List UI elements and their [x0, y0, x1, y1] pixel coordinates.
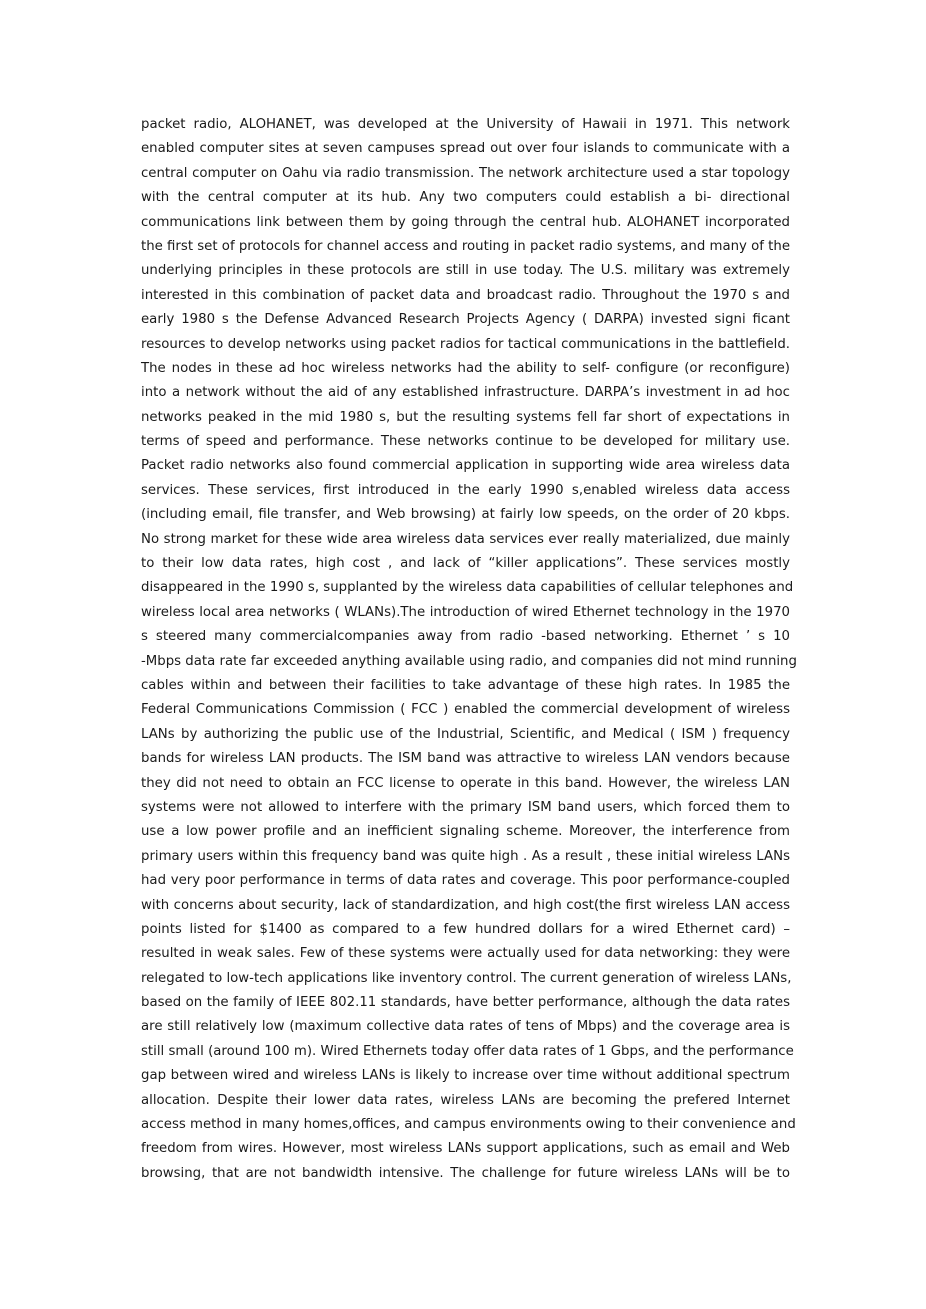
text-line: are still relatively low (maximum collective data rates of tens of Mbps) and the coverage area is — [141, 1019, 790, 1035]
text-line: communications link between them by going through the central hub. ALOHANET incorporated — [141, 214, 790, 230]
text-line: points listed for $1400 as compared to a few hundred dollars for a wired Ethernet card) – — [141, 921, 790, 937]
text-line: freedom from wires. However, most wireless LANs support applications, such as email and Web — [141, 1141, 790, 1157]
text-line: Packet radio networks also found commercial application in supporting wide area wireless data — [141, 458, 790, 474]
text-line: into a network without the aid of any established infrastructure. DARPA’s investment in ad hoc — [141, 385, 790, 401]
text-line: systems were not allowed to interfere with the primary ISM band users, which forced them to — [141, 799, 790, 815]
text-line: No strong market for these wide area wireless data services ever really materialized, due mainly — [141, 531, 790, 547]
text-line: packet radio, ALOHANET, was developed at the University of Hawaii in 1971. This network — [141, 117, 790, 132]
text-line: LANs by authorizing the public use of the Industrial, Scientific, and Medical ( ISM ) frequency — [141, 726, 790, 742]
body-paragraph — [141, 113, 797, 1186]
text-line: still small (around 100 m). Wired Ethernets today offer data rates of 1 Gbps, and the performance — [141, 1043, 794, 1059]
text-line: allocation. Despite their lower data rates, wireless LANs are becoming the prefered Internet — [141, 1092, 790, 1108]
text-line: they did not need to obtain an FCC license to operate in this band. However, the wireless LAN — [141, 775, 790, 791]
text-line: cables within and between their facilities to take advantage of these high rates. In 1985 the — [141, 677, 790, 693]
text-line: based on the family of IEEE 802.11 standards, have better performance, although the data rates — [141, 995, 790, 1011]
text-line: underlying principles in these protocols are still in use today. The U.S. military was extremely — [141, 263, 790, 279]
text-line: resulted in weak sales. Few of these systems were actually used for data networking: they were — [141, 946, 790, 962]
text-line: to their low data rates, high cost , and lack of “killer applications”. These services mostly — [141, 556, 790, 572]
text-line: s steered many commercialcompanies away from radio -based networking. Ethernet ’ s 10 — [141, 629, 790, 645]
text-line: Federal Communications Commission ( FCC ) enabled the commercial development of wireless — [141, 702, 790, 718]
text-line: services. These services, first introduced in the early 1990 s,enabled wireless data access — [141, 482, 790, 498]
text-line: with concerns about security, lack of standardization, and high cost(the first wireless LAN access — [141, 897, 790, 913]
text-line: access method in many homes,offices, and campus environments owing to their convenience and — [141, 1117, 796, 1133]
text-line: The nodes in these ad hoc wireless networks had the ability to self- configure (or reconfigure) — [141, 360, 790, 376]
text-line: gap between wired and wireless LANs is likely to increase over time without additional spectrum — [141, 1068, 790, 1084]
text-line: central computer on Oahu via radio transmission. The network architecture used a star topology — [141, 165, 790, 181]
text-line: wireless local area networks ( WLANs).The introduction of wired Ethernet technology in the 1970 — [141, 604, 790, 620]
text-line: bands for wireless LAN products. The ISM band was attractive to wireless LAN vendors because — [141, 751, 790, 767]
text-line: early 1980 s the Defense Advanced Research Projects Agency ( DARPA) invested signi ficant — [141, 312, 790, 328]
text-line: interested in this combination of packet data and broadcast radio. Throughout the 1970 s and — [141, 287, 790, 303]
text-line: relegated to low-tech applications like inventory control. The current generation of wireless LANs, — [141, 970, 792, 986]
text-line: disappeared in the 1990 s, supplanted by the wireless data capabilities of cellular telephones and — [141, 580, 794, 596]
text-line: enabled computer sites at seven campuses spread out over four islands to communicate with a — [141, 141, 790, 157]
text-line: primary users within this frequency band was quite high . As a result , these initial wireless LANs — [141, 848, 790, 864]
text-line: with the central computer at its hub. Any two computers could establish a bi- directional — [141, 190, 790, 206]
text-line: browsing, that are not bandwidth intensive. The challenge for future wireless LANs will be to — [141, 1165, 790, 1181]
text-line: resources to develop networks using packet radios for tactical communications in the battlefield. — [141, 336, 790, 352]
text-line: (including email, file transfer, and Web browsing) at fairly low speeds, on the order of 20 kbps. — [141, 507, 790, 523]
text-line: had very poor performance in terms of data rates and coverage. This poor performance-coupled — [141, 873, 790, 889]
text-line: networks peaked in the mid 1980 s, but the resulting systems fell far short of expectations in — [141, 409, 790, 425]
text-line: -Mbps data rate far exceeded anything available using radio, and companies did not mind running — [141, 653, 797, 669]
text-line: the first set of protocols for channel access and routing in packet radio systems, and many of the — [141, 238, 791, 254]
text-line: use a low power profile and an inefficient signaling scheme. Moreover, the interference from — [141, 824, 790, 840]
text-line: terms of speed and performance. These networks continue to be developed for military use. — [141, 434, 790, 450]
